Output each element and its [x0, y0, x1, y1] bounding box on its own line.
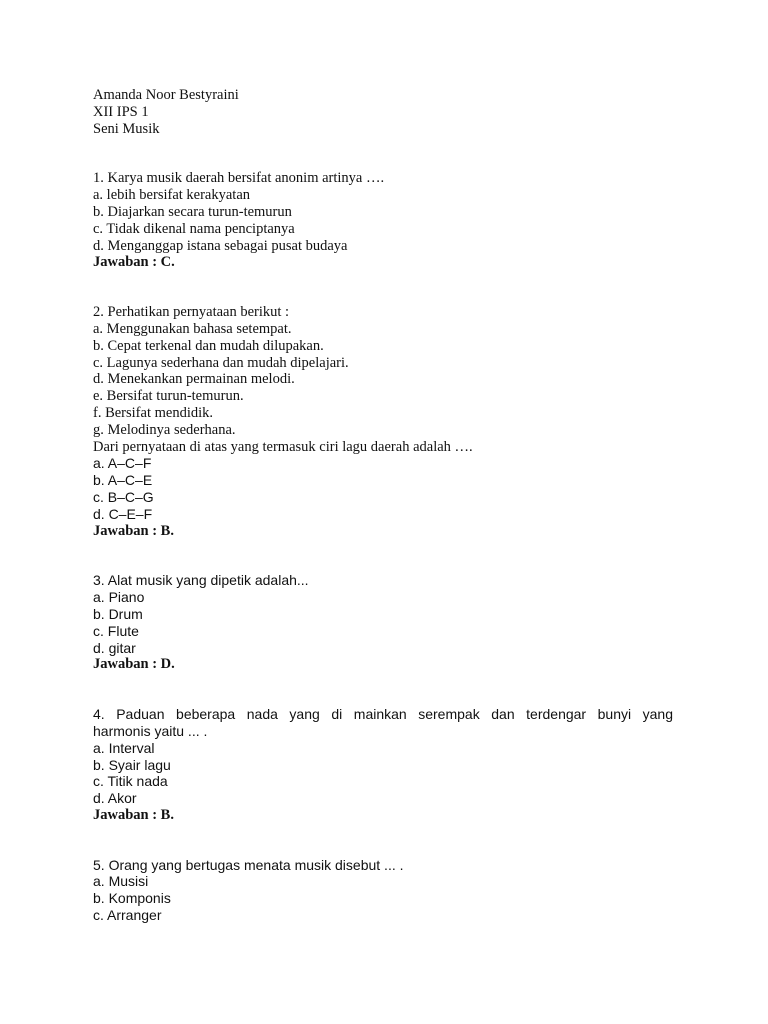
question-1 — [93, 170, 673, 271]
option-d: d. Menganggap istana sebagai pusat budaya — [93, 237, 348, 254]
option-c: c. Titik nada — [93, 773, 168, 790]
subject-title: Seni Musik — [93, 120, 160, 137]
statement-f: f. Bersifat mendidik. — [93, 404, 214, 421]
question-3 — [93, 572, 673, 673]
question-text: 1. Karya musik daerah bersifat anonim artinya …. — [93, 170, 385, 187]
document-header — [93, 87, 673, 137]
option-c: c. B–C–G — [93, 488, 154, 505]
question-text: 2. Perhatikan pernyataan berikut : — [93, 304, 290, 321]
answer-label: Jawaban : D. — [93, 656, 175, 673]
student-name: Amanda Noor Bestyraini — [93, 87, 239, 103]
option-a: a. Interval — [93, 739, 155, 756]
question-4 — [93, 706, 673, 824]
option-c: c. Flute — [93, 622, 139, 639]
question-text: 3. Alat musik yang dipetik adalah... — [93, 572, 309, 589]
option-a: a. A–C–F — [93, 455, 152, 472]
statement-e: e. Bersifat turun-temurun. — [93, 388, 244, 405]
answer-label: Jawaban : C. — [93, 254, 175, 271]
statement-a: a. Menggunakan bahasa setempat. — [93, 320, 292, 337]
question-text: 5. Orang yang bertugas menata musik disebut ... . — [93, 856, 404, 873]
question-text-line-1: 4. Paduan beberapa nada yang di mainkan serempak dan terdengar bunyi yang — [93, 706, 673, 723]
option-b: b. Diajarkan secara turun-temurun — [93, 203, 292, 220]
option-b: b. Drum — [93, 605, 143, 622]
option-a: a. Musisi — [93, 873, 149, 890]
option-a: a. Piano — [93, 589, 145, 606]
question-prompt: Dari pernyataan di atas yang termasuk ciri lagu daerah adalah …. — [93, 438, 473, 455]
option-c: c. Tidak dikenal nama penciptanya — [93, 220, 295, 237]
answer-label: Jawaban : B. — [93, 806, 174, 823]
option-a: a. lebih bersifat kerakyatan — [93, 187, 251, 204]
document-page — [93, 87, 673, 957]
statement-d: d. Menekankan permainan melodi. — [93, 371, 295, 388]
statement-c: c. Lagunya sederhana dan mudah dipelajari. — [93, 354, 349, 371]
answer-label: Jawaban : B. — [93, 522, 174, 539]
option-c: c. Arranger — [93, 907, 162, 924]
question-5 — [93, 857, 673, 924]
option-b: b. A–C–E — [93, 472, 153, 489]
option-b: b. Syair lagu — [93, 756, 171, 773]
option-b: b. Komponis — [93, 890, 171, 907]
statement-b: b. Cepat terkenal dan mudah dilupakan. — [93, 337, 324, 354]
option-d: d. Akor — [93, 790, 137, 807]
question-2 — [93, 304, 673, 539]
student-class: XII IPS 1 — [93, 103, 149, 120]
option-d: d. gitar — [93, 639, 136, 656]
question-text-line-2: harmonis yaitu ... . — [93, 722, 208, 739]
option-d: d. C–E–F — [93, 505, 153, 522]
statement-g: g. Melodinya sederhana. — [93, 421, 236, 438]
